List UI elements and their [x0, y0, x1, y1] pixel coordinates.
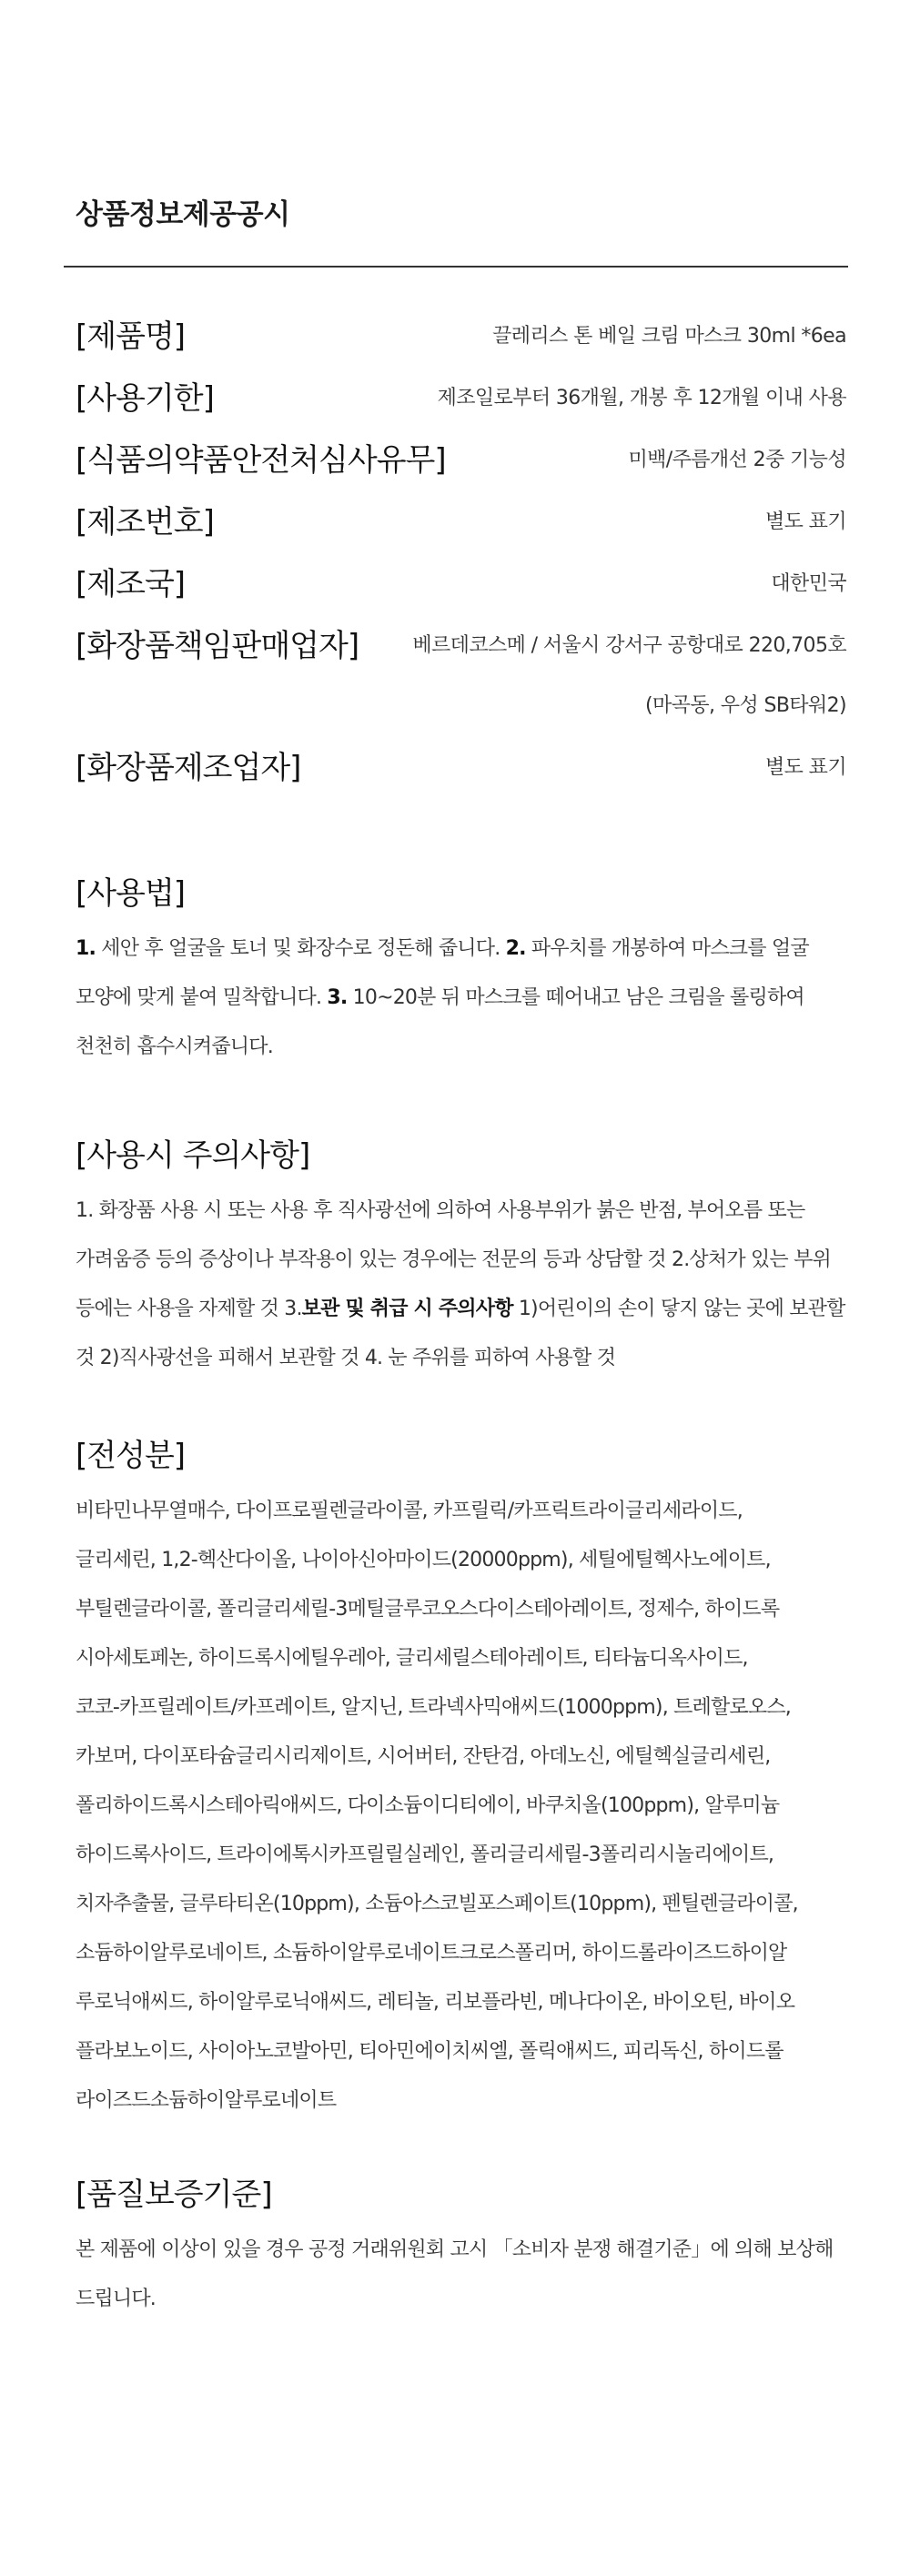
- info-value: 별도 표기: [764, 756, 846, 779]
- caution-text-part: 1)어린이의 손이 닿지 않는 곳에 보관할 것 2)직사광선을 피해서 보관할 것 4. 눈 주위를 피하여 사용할 것: [76, 1298, 845, 1369]
- ingredients-line: 코코-카프릴레이트/카프레이트, 알지닌, 트라넥사믹애씨드(1000ppm), 트레할로오스,: [76, 1696, 791, 1719]
- caution-text: [76, 1187, 846, 1383]
- ingredients-line: 카보머, 다이포타슘글리시리제이트, 시어버터, 잔탄검, 아데노신, 에틸헥실글리세린,: [76, 1745, 771, 1768]
- ingredients-line: 플라보노이드, 사이아노코발아민, 티아민에이치씨엘, 폴릭애씨드, 피리독신, 하이드롤: [76, 2040, 784, 2063]
- ingredients-text: [76, 1487, 846, 2126]
- title-divider: [64, 266, 848, 268]
- info-value: 베르데코스메 / 서울시 강서구 공항대로 220,705호: [412, 634, 846, 657]
- ingredients-line: 폴리하이드록시스테아릭애씨드, 다이소듐이디티에이, 바쿠치올(100ppm), 알루미늄: [76, 1794, 780, 1817]
- info-value: 미백/주름개선 2중 기능성: [628, 449, 846, 471]
- usage-step-number: 1.: [76, 937, 96, 960]
- ingredients-line: 루로닉애씨드, 하이알루로닉애씨드, 레티놀, 리보플라빈, 메나다이온, 바이오틴, 바이오: [76, 1991, 795, 2014]
- usage-step-text: 파우치를 개봉하여 마스크를 얼굴 모양에 맞게 붙여 밀착합니다.: [76, 937, 809, 1009]
- info-value-continued: (마곡동, 우성 SB타워2): [645, 694, 846, 717]
- ingredients-line: 치자추출물, 글루타티온(10ppm), 소듐아스코빌포스페이트(10ppm), 펜틸렌글라이콜,: [76, 1893, 798, 1915]
- quality-title: [품질보증기준]: [76, 2177, 272, 2213]
- info-value: 대한민국: [771, 572, 846, 595]
- info-label: [식품의약품안전처심사유무]: [76, 442, 446, 479]
- quality-text: 본 제품에 이상이 있을 경우 공정 거래위원회 고시 「소비자 분쟁 해결기준」에 의해 보상해 드립니다.: [76, 2238, 834, 2310]
- ingredients-line: 부틸렌글라이콜, 폴리글리세릴-3메틸글루코오스다이스테아레이트, 정제수, 하이드록: [76, 1598, 780, 1621]
- usage-step-text: 10~20분 뒤 마스크를 떼어내고 남은 크림을 롤링하여 천천히 흡수시켜줍니다.: [76, 986, 804, 1058]
- caution-storage-heading: 보관 및 취급 시 주의사항: [301, 1298, 513, 1320]
- info-value: 별도 표기: [764, 510, 846, 533]
- ingredients-title: [전성분]: [76, 1438, 186, 1474]
- info-label: [제품명]: [76, 318, 186, 355]
- info-value: 제조일로부터 36개월, 개봉 후 12개월 이내 사용: [437, 387, 846, 409]
- usage-title: [사용법]: [76, 875, 186, 912]
- caution-title: [사용시 주의사항]: [76, 1137, 310, 1174]
- ingredients-line: 라이즈드소듐하이알루로네이트: [76, 2089, 337, 2112]
- caution-text-part: 1. 화장품 사용 시 또는 사용 후 직사광선에 의하여 사용부위가 붉은 반점, 부어오름 또는 가려움증 등의 증상이나 부작용이 있는 경우에는 전문의 등과 상담할 것 2.상처가 있는 부위 등에는 사용을 자제할 것 3.: [76, 1199, 831, 1320]
- info-label: [제조국]: [76, 566, 186, 602]
- ingredients-line: 소듐하이알루로네이트, 소듐하이알루로네이트크로스폴리머, 하이드롤라이즈드하이알: [76, 1942, 787, 1965]
- usage-step-number: 3.: [327, 986, 348, 1009]
- info-label: [제조번호]: [76, 504, 214, 540]
- usage-step-number: 2.: [505, 937, 526, 960]
- page-title: 상품정보제공공시: [76, 198, 290, 231]
- info-label: [사용기한]: [76, 380, 214, 417]
- info-value: 끌레리스 톤 베일 크림 마스크 30ml *6ea: [492, 325, 846, 348]
- ingredients-line: 하이드록사이드, 트라이에톡시카프릴릴실레인, 폴리글리세릴-3폴리리시놀리에이트,: [76, 1844, 774, 1866]
- info-label: [화장품제조업자]: [76, 750, 301, 786]
- ingredients-line: 비타민나무열매수, 다이프로필렌글라이콜, 카프릴릭/카프릭트라이글리세라이드,: [76, 1500, 743, 1522]
- usage-text: [76, 924, 846, 1072]
- usage-step-text: 세안 후 얼굴을 토너 및 화장수로 정돈해 줍니다.: [96, 937, 506, 960]
- ingredients-line: 글리세린, 1,2-헥산다이올, 나이아신아마이드(20000ppm), 세틸에틸헥사노에이트,: [76, 1549, 771, 1571]
- ingredients-line: 시아세토페논, 하이드록시에틸우레아, 글리세릴스테아레이트, 티타늄디옥사이드,: [76, 1647, 748, 1670]
- info-label: [화장품책임판매업자]: [76, 628, 359, 664]
